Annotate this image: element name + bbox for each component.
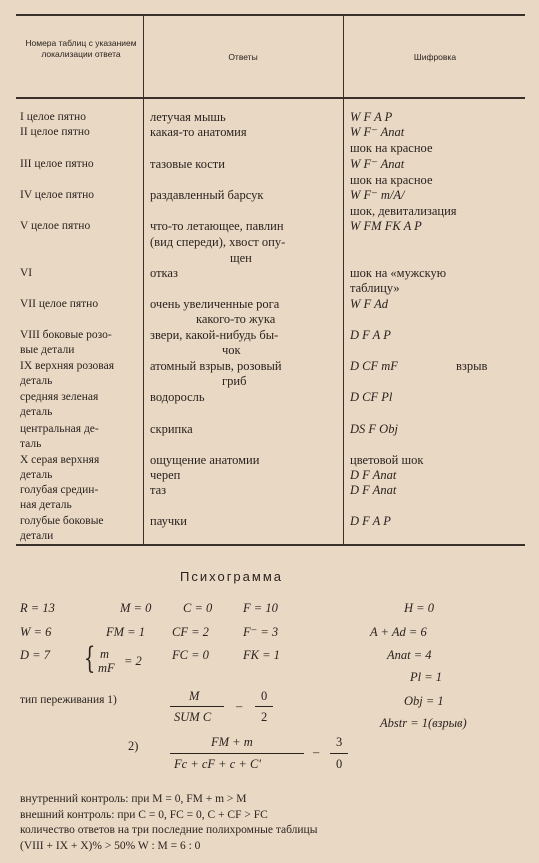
row-15-loc: голубые боковые xyxy=(20,515,104,527)
row-15-answer: паучки xyxy=(150,514,187,528)
row-3-loc: III целое пятно xyxy=(20,158,94,170)
row-2-code: W F⁻ Anat xyxy=(350,125,405,139)
row-1-code: W F A P xyxy=(350,110,393,124)
row-11-loc: центральная де- xyxy=(20,423,99,435)
formula2-minus: – xyxy=(313,745,320,759)
row-3-code: W F⁻ Anat xyxy=(350,157,405,171)
row-4-loc: IV целое пятно xyxy=(20,189,95,201)
note-percentage: (VIII + IX + X)% > 50% W : M = 6 : 0 xyxy=(20,840,201,852)
table-top-rule xyxy=(16,14,525,16)
stat-FM: FM = 1 xyxy=(106,625,145,639)
stat-M: M = 0 xyxy=(120,601,152,615)
row-8-code: D F A P xyxy=(350,328,391,342)
formula1-minus: – xyxy=(236,699,243,713)
row-4-code: W F⁻ m/A/ xyxy=(350,188,405,202)
header-coding: Шифровка xyxy=(413,52,457,62)
experience-type-label: тип переживания 1) xyxy=(20,694,117,706)
row-8-loc-line2: вые детали xyxy=(20,344,75,356)
row-10-loc-line2: деталь xyxy=(20,406,53,418)
row-7-code: W F Ad xyxy=(350,297,388,311)
stat-D: D = 7 xyxy=(20,648,50,662)
row-8-answer-line2: чок xyxy=(222,343,241,357)
column-divider-1 xyxy=(143,14,144,545)
row-6-code-line2: таблицу» xyxy=(350,281,400,295)
header-answers: Ответы xyxy=(228,52,258,62)
row-4-code-note: шок, девитализация xyxy=(350,204,457,218)
row-5-loc: V целое пятно xyxy=(20,220,91,232)
row-8-loc: VIII боковые розо- xyxy=(20,329,112,341)
row-6-code: шок на «мужскую xyxy=(350,266,447,280)
stat-m: m xyxy=(100,647,110,661)
row-9-code-extra: взрыв xyxy=(456,359,488,373)
row-7-loc: VII целое пятно xyxy=(20,298,99,310)
row-10-loc: средняя зеленая xyxy=(20,391,99,403)
formula2-denominator: Fc + cF + c + C' xyxy=(174,757,261,771)
note-external-control: внешний контроль: при C = 0, FC = 0, C + CF > FC xyxy=(20,809,268,821)
stat-W: W = 6 xyxy=(20,625,52,639)
table-bottom-rule xyxy=(16,544,525,546)
row-12-loc-line2: деталь xyxy=(20,469,53,481)
header-localization: Номера таблиц с указанием локализации ответа xyxy=(25,38,137,59)
formula1-fraction-line xyxy=(170,706,224,707)
row-9-loc-line2: деталь xyxy=(20,375,53,387)
note-internal-control: внутренний контроль: при M = 0, FM + m > M xyxy=(20,793,247,805)
row-1-loc: I целое пятно xyxy=(20,111,86,123)
formula1-numerator: M xyxy=(189,689,200,703)
row-14-loc-line2: ная деталь xyxy=(20,499,72,511)
row-14-answer: таз xyxy=(150,483,167,497)
row-5-answer-line3: щен xyxy=(230,251,252,265)
row-2-answer: какая-то анатомия xyxy=(150,125,247,139)
note-polychrome-count: количество ответов на три последние полихромные таблицы xyxy=(20,824,318,836)
row-3-code-note: шок на красное xyxy=(350,173,433,187)
row-2-loc: II целое пятно xyxy=(20,126,90,138)
row-8-answer: звери, какой-нибудь бы- xyxy=(150,328,279,342)
stat-F-minus: F⁻ = 3 xyxy=(243,625,279,639)
row-12-loc: X серая верхняя xyxy=(20,454,100,466)
formula1-denominator: SUM C xyxy=(174,710,212,724)
row-9-loc: IX верхняя розовая xyxy=(20,360,114,372)
column-divider-2 xyxy=(343,14,344,545)
formula2-right-fraction-line xyxy=(330,753,348,754)
row-13-code: D F Anat xyxy=(350,468,397,482)
row-13-answer: череп xyxy=(150,468,181,482)
row-10-answer: водоросль xyxy=(150,390,205,404)
row-5-answer: что-то летающее, павлин xyxy=(150,219,284,233)
row-10-code: D CF Pl xyxy=(350,390,393,404)
stat-Obj: Obj = 1 xyxy=(404,694,444,708)
row-15-code: D F A P xyxy=(350,514,391,528)
row-11-code: DS F Obj xyxy=(350,422,398,436)
brace-symbol: { xyxy=(83,641,96,676)
row-7-answer: очень увеличенные рога xyxy=(150,297,280,311)
formula2-numerator: FM + m xyxy=(211,735,253,749)
formula2-fraction-line xyxy=(170,753,304,754)
formula1-right-numerator: 0 xyxy=(261,689,268,703)
row-9-code: D CF mF xyxy=(350,359,398,373)
row-9-answer-line2: гриб xyxy=(222,374,247,388)
row-2-code-note: шок на красное xyxy=(350,141,433,155)
stat-FC: FC = 0 xyxy=(172,648,209,662)
stat-CF: CF = 2 xyxy=(172,625,209,639)
stat-F: F = 10 xyxy=(243,601,278,615)
stat-C: C = 0 xyxy=(183,601,213,615)
stat-mF: mF xyxy=(98,661,115,675)
psychogram-title: Психограмма xyxy=(180,569,283,584)
row-6-loc: VI xyxy=(20,267,33,279)
stat-Anat: Anat = 4 xyxy=(387,648,432,662)
formula2-right-numerator: 3 xyxy=(336,735,343,749)
stat-R: R = 13 xyxy=(20,601,55,615)
formula2-right-denominator: 0 xyxy=(336,757,343,771)
stat-H: H = 0 xyxy=(404,601,434,615)
row-4-answer: раздавленный барсук xyxy=(150,188,264,202)
row-15-loc-line2: детали xyxy=(20,530,54,542)
stat-FK: FK = 1 xyxy=(243,648,280,662)
row-14-loc: голубая средин- xyxy=(20,484,99,496)
row-12-answer: ощущение анатомии xyxy=(150,453,260,467)
stat-m-mF-value: = 2 xyxy=(124,654,142,668)
row-5-code: W FM FK A P xyxy=(350,219,422,233)
formula1-right-denominator: 2 xyxy=(261,710,268,724)
row-1-answer: летучая мышь xyxy=(150,110,226,124)
stat-Abstr: Abstr = 1(взрыв) xyxy=(380,716,467,730)
row-5-answer-line2: (вид спереди), хвост опу- xyxy=(150,235,286,249)
formula1-right-fraction-line xyxy=(255,706,273,707)
formula2-label: 2) xyxy=(128,739,139,753)
row-9-answer: атомный взрыв, розовый xyxy=(150,359,282,373)
row-3-answer: тазовые кости xyxy=(150,157,225,171)
row-11-answer: скрипка xyxy=(150,422,193,436)
row-11-loc-line2: таль xyxy=(20,438,42,450)
row-6-answer: отказ xyxy=(150,266,178,280)
row-12-code: цветовой шок xyxy=(350,453,424,467)
row-14-code: D F Anat xyxy=(350,483,397,497)
row-7-answer-line2: какого-то жука xyxy=(196,312,276,326)
stat-A-Ad: A + Ad = 6 xyxy=(370,625,427,639)
stat-Pl: Pl = 1 xyxy=(410,670,443,684)
table-header-rule xyxy=(16,97,525,99)
